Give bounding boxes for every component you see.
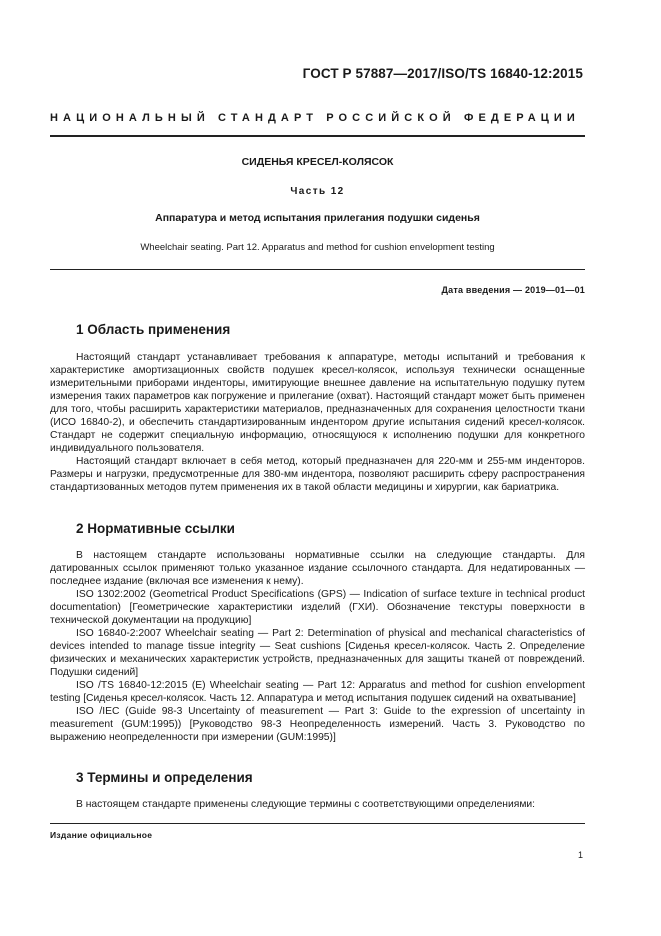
section-body-terms <box>50 798 585 811</box>
header-rule <box>50 135 585 137</box>
document-code: ГОСТ Р 57887—2017/ISO/TS 16840-12:2015 <box>302 66 583 81</box>
section-body-normative-references <box>50 549 585 744</box>
reference-item: ISO /IEC (Guide 98-3 Uncertainty of measurement — Part 3: Guide to the expression of uncertainty in measurement (GUM:1995)) [Руководство 98-3 Неопределенность измерений. Часть 3. Руководство по выражению неопределенности при измерении (GUM:1995)] <box>50 706 585 743</box>
reference-item: ISO 1302:2002 (Geometrical Product Specifications (GPS) — Indication of surface texture in technical product documentation) [Геометрические характеристики изделий (ГХИ). Обозначение текстуры поверхности в технической документации на продукцию] <box>50 589 585 626</box>
section-heading-terms: 3 Термины и определения <box>76 770 253 785</box>
section-heading-normative-references: 2 Нормативные ссылки <box>76 521 235 536</box>
paragraph: В настоящем стандарте использованы нормативные ссылки на следующие стандарты. Для датированных ссылок применяют только указанное издание ссылочного стандарта. Для недатированных — последнее издание (включая все изменения к нему). <box>50 550 585 587</box>
official-edition-label: Издание официальное <box>50 830 153 840</box>
reference-item: ISO 16840-2:2007 Wheelchair seating — Part 2: Determination of physical and mechanical characteristics of devices intended to manage tissue integrity — Seat cushions [Сиденья кресел-колясок. Часть 2. Определение физических и механических характеристик устройств, предназначенных для защиты тканей от повреждений. Подушки сидений] <box>50 628 585 678</box>
section-heading-scope: 1 Область применения <box>76 322 231 337</box>
title-rule <box>50 269 585 270</box>
paragraph: В настоящем стандарте применены следующие термины с соответствующими определениями: <box>76 799 536 810</box>
paragraph: Настоящий стандарт включает в себя метод, который предназначен для 220-мм и 255-мм инденторов. Размеры и нагрузки, предусмотренные для 380-мм индентора, позволяют расширить сферу распространения стандартизованных методов путем применения их в такой области медицины и хирургии, как бариатрика. <box>50 456 585 493</box>
reference-item: ISO /TS 16840-12:2015 (E) Wheelchair seating — Part 12: Apparatus and method for cushion envelopment testing [Сиденья кресел-колясок. Часть 12. Аппаратура и метод испытания подушек сидений на охватывание] <box>50 680 585 704</box>
paragraph: Настоящий стандарт устанавливает требования к аппаратуре, методы испытаний и требования к характеристике амортизационных свойств подушек кресел-колясок, используя технически оснащенные измерительными приборами инденторы, имитирующие внешнее давление на испытательную подушку путем измерения таких параметров как погружение и прилегание (охват). Настоящий стандарт может быть применен для того, чтобы расширить характеристики материалов, предназначенных для сохранения целостности ткани (ИСО 16840-2), и обеспечить стандартизированным индентором другие испытания сидений кресел-колясок. Стандарт не содержит специальную информацию, относящуюся к исполнению подушки для конкретного индивидуального пользователя. <box>50 352 585 454</box>
footer-rule <box>50 823 585 824</box>
introduction-date: Дата введения — 2019—01—01 <box>441 285 585 295</box>
document-subtitle: Аппаратура и метод испытания прилегания подушки сиденья <box>155 212 480 224</box>
english-title: Wheelchair seating. Part 12. Apparatus and method for cushion envelopment testing <box>140 242 495 253</box>
document-title: СИДЕНЬЯ КРЕСЕЛ-КОЛЯСОК <box>241 156 394 168</box>
part-label: Часть 12 <box>290 186 345 197</box>
page-number: 1 <box>577 850 583 860</box>
section-body-scope <box>50 351 585 494</box>
national-standard-banner: НАЦИОНАЛЬНЫЙ СТАНДАРТ РОССИЙСКОЙ ФЕДЕРАЦИИ <box>50 112 580 124</box>
